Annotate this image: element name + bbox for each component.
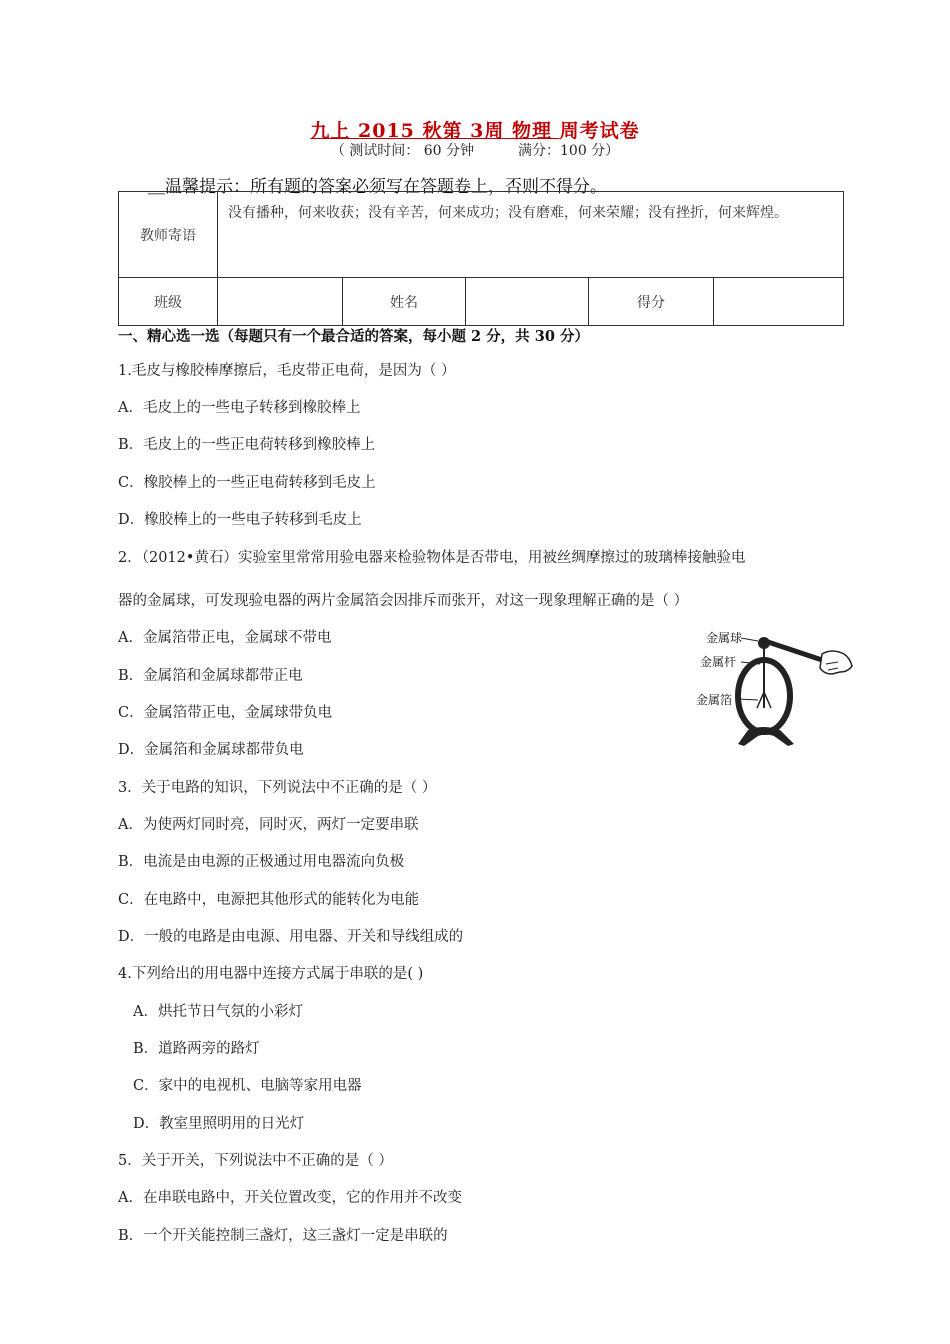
label-metal-rod: 金属杆 — [700, 655, 737, 669]
name-label: 姓名 — [343, 278, 466, 326]
question-4-stem: 4.下列给出的用电器中连接方式属于串联的是( ) — [118, 966, 424, 982]
question-3-option-a: A．为使两灯同时亮，同时灭，两灯一定要串联 — [118, 817, 419, 833]
question-2-option-c: C．金属箔带正电，金属球带负电 — [118, 705, 333, 721]
info-table — [118, 191, 844, 326]
score-label: 得分 — [589, 278, 714, 326]
question-1-option-b: B．毛皮上的一些正电荷转移到橡胶棒上 — [118, 437, 376, 453]
question-4-option-c: C．家中的电视机、电脑等家用电器 — [133, 1078, 362, 1094]
question-4-option-a: A．烘托节日气氛的小彩灯 — [133, 1004, 303, 1020]
question-4-option-b: B．道路两旁的路灯 — [133, 1041, 260, 1057]
exam-meta — [0, 140, 950, 160]
electroscope-drawing — [694, 626, 854, 748]
test-time: （ 测试时间： 60 分钟 — [330, 143, 474, 159]
question-3-option-b: B．电流是由电源的正极通过用电器流向负极 — [118, 854, 405, 870]
question-5-option-b: B．一个开关能控制三盏灯，这三盏灯一定是串联的 — [118, 1228, 448, 1244]
question-2-stem-line2: 器的金属球，可发现验电器的两片金属箔会因排斥而张开，对这一现象理解正确的是（ ） — [118, 593, 689, 609]
question-3-stem: 3．关于电路的知识，下列说法中不正确的是（ ） — [118, 780, 437, 796]
section-heading: 一、精心选一选（每题只有一个最合适的答案，每小题 2 分，共 30 分） — [118, 328, 589, 345]
title-prefix: 九上 2015 秋第 — [310, 120, 463, 142]
question-1-option-d: D．橡胶棒上的一些电子转移到毛皮上 — [118, 512, 362, 528]
score-field[interactable] — [714, 278, 844, 326]
electroscope-stand — [738, 727, 794, 746]
question-3-option-d: D．一般的电路是由电源、用电器、开关和导线组成的 — [118, 929, 464, 945]
question-1-stem: 1.毛皮与橡胶棒摩擦后，毛皮带正电荷，是因为（ ） — [118, 363, 456, 379]
class-label: 班级 — [119, 278, 218, 326]
question-1-option-c: C．橡胶棒上的一些正电荷转移到毛皮上 — [118, 475, 376, 491]
warm-tip: ＿温馨提示：所有题的答案必须写在答题卷上，否则不得分。 — [148, 177, 607, 197]
question-1-option-a: A．毛皮上的一些电子转移到橡胶棒上 — [118, 400, 361, 416]
name-field[interactable] — [466, 278, 589, 326]
title-subject: 物理 — [504, 120, 560, 142]
question-5-option-a: A．在串联电路中，开关位置改变，它的作用并不改变 — [118, 1190, 462, 1206]
question-2-option-b: B．金属箔和金属球都带正电 — [118, 668, 303, 684]
question-2-option-a: A．金属箔带正电，金属球不带电 — [118, 630, 332, 646]
question-4-option-d: D．教室里照明用的日光灯 — [133, 1116, 305, 1132]
page-title — [0, 116, 950, 143]
title-suffix: 周考试卷 — [559, 120, 640, 142]
question-2-option-d: D．金属箔和金属球都带负电 — [118, 742, 304, 758]
title-week: 3周 — [462, 120, 505, 142]
teacher-message-label: 教师寄语 — [119, 192, 218, 278]
metal-ball — [758, 637, 770, 649]
class-field[interactable] — [218, 278, 343, 326]
full-score: 满分：100 分） — [518, 143, 620, 159]
electroscope-figure — [694, 626, 854, 748]
label-metal-ball: 金属球 — [706, 631, 743, 645]
question-2-stem-line1: 2．（2012•黄石）实验室里常常用验电器来检验物体是否带电，用被丝绸摩擦过的玻璃棒接触验电 — [118, 550, 746, 566]
question-3-option-c: C．在电路中，电源把其他形式的能转化为电能 — [118, 892, 420, 908]
teacher-message-text: 没有播种，何来收获；没有辛苦，何来成功；没有磨难，何来荣耀；没有挫折，何来辉煌。 — [218, 192, 844, 278]
question-5-stem: 5．关于开关，下列说法中不正确的是（ ） — [118, 1153, 393, 1169]
label-metal-foil: 金属箔 — [696, 693, 733, 707]
